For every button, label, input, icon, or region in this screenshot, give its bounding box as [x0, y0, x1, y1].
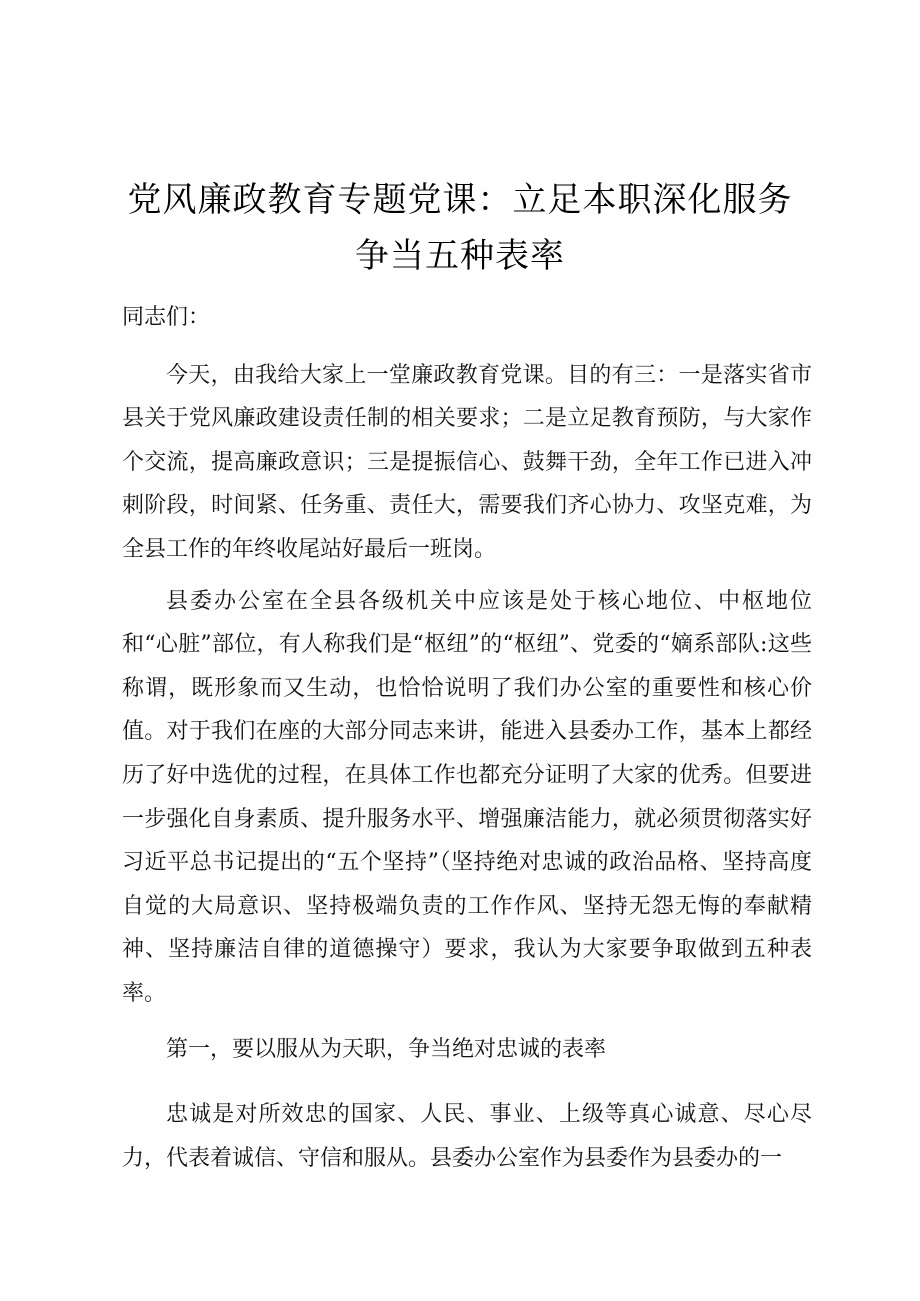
- document-body: [122, 296, 812, 1180]
- title-line-2: 争当五种表率: [355, 236, 565, 276]
- spacer: [122, 572, 812, 580]
- document-title: [100, 172, 820, 284]
- paragraph-intro: 今天，由我给大家上一堂廉政教育党课。目的有三：一是落实省市县关于党风廉政建设责任制的相关要求；二是立足教育预防，与大家作个交流，提高廉政意识；三是提振信心、鼓舞干劲，全年工作已进入冲刺阶段，时间紧、任务重、责任大，需要我们齐心协力、攻坚克难，为全县工作的年终收尾站好最后一班岗。: [122, 362, 812, 562]
- spacer: [122, 1016, 812, 1028]
- salutation: 同志们：: [122, 305, 211, 330]
- title-line-1: 党风廉政教育专题党课：立足本职深化服务: [127, 180, 793, 220]
- spacer: [122, 340, 812, 354]
- paragraph-loyalty: 忠诚是对所效忠的国家、人民、事业、上级等真心诚意、尽心尽力，代表着诚信、守信和服从。县委办公室作为县委作为县委办的一: [122, 1102, 812, 1171]
- paragraph-office-role: 县委办公室在全县各级机关中应该是处于核心地位、中枢地位和“心脏”部位，有人称我们是“枢纽”的“枢纽”、党委的“嫡系部队:这些称谓，既形象而又生动，也恰恰说明了我们办公室的重要性和核心价值。对于我们在座的大部分同志来讲，能进入县委办工作，基本上都经历了好中选优的过程，在具体工作也都充分证明了大家的优秀。但要进一步强化自身素质、提升服务水平、增强廉洁能力，就必须贯彻落实好习近平总书记提出的“五个坚持”（坚持绝对忠诚的政治品格、坚持高度自觉的大局意识、坚持极端负责的工作作风、坚持无怨无悔的奉献精神、坚持廉洁自律的道德操守）要求，我认为大家要争取做到五种表率。: [122, 588, 812, 1006]
- spacer: [122, 1071, 812, 1093]
- section-heading: 第一，要以服从为天职，争当绝对忠诚的表率: [166, 1036, 607, 1062]
